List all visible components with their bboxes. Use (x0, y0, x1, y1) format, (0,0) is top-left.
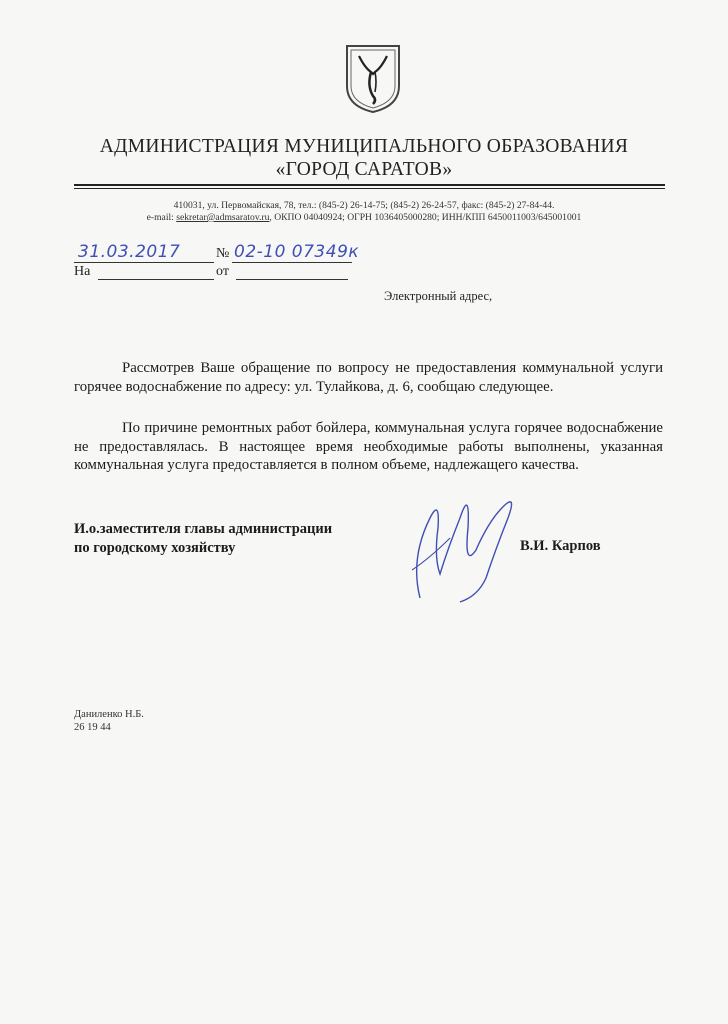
body-paragraph-2: По причине ремонтных работ бойлера, коммунальная услуга горячее водоснабжение не предоставлялась. В настоящее время необходимые работы выполнены, указанная коммунальная услуга предоставляется в полном объеме, надлежащего качества. (74, 420, 663, 473)
organization-name-line1: АДМИНИСТРАЦИЯ МУНИЦИПАЛЬНОГО ОБРАЗОВАНИЯ (99, 136, 629, 157)
signatory-position (74, 520, 332, 558)
addressee-label: Электронный адрес, (384, 289, 493, 303)
position-line-2: по городскому хозяйству (74, 540, 236, 556)
number-label: № (216, 246, 230, 261)
date-underline (74, 262, 214, 263)
number-underline (232, 262, 352, 263)
from-label: от (216, 264, 229, 279)
organization-name-line2: «ГОРОД САРАТОВ» (275, 159, 453, 180)
email-label: e-mail: (146, 212, 177, 223)
body-paragraph-1: Рассмотрев Ваше обращение по вопросу не предоставления коммунальной услуги горячее водоснабжение по адресу: ул. Тулайкова, д. 6, сообщаю следующее. (74, 360, 663, 395)
executor-phone: 26 19 44 (74, 722, 111, 733)
coat-of-arms-icon (343, 42, 403, 114)
contacts-address-phones: 410031, ул. Первомайская, 78, тел.: (845-2) 26-14-75; (845-2) 26-24-57, факс: (845-2) 27-84-44. (173, 200, 555, 211)
on-label: На (74, 264, 91, 279)
executor-info (74, 708, 144, 734)
signatory-name: В.И. Карпов (520, 538, 601, 554)
email-link[interactable]: sekretar@admsaratov.ru (176, 212, 270, 223)
header-divider-thin (74, 188, 665, 189)
position-line-1: И.о.заместителя главы администрации (74, 521, 333, 537)
from-underline (236, 279, 348, 280)
handwritten-date: 31.03.2017 (78, 242, 181, 262)
on-underline (98, 279, 214, 280)
executor-name: Даниленко Н.Б. (74, 709, 144, 720)
contacts-email-codes (0, 212, 728, 223)
header-divider-thick (74, 184, 665, 186)
handwritten-number: 02-10 07349к (234, 242, 360, 262)
handwritten-signature (390, 478, 540, 608)
registry-codes: , ОКПО 04040924; ОГРН 1036405000280; ИНН/КПП 6450011003/645001001 (269, 212, 582, 223)
